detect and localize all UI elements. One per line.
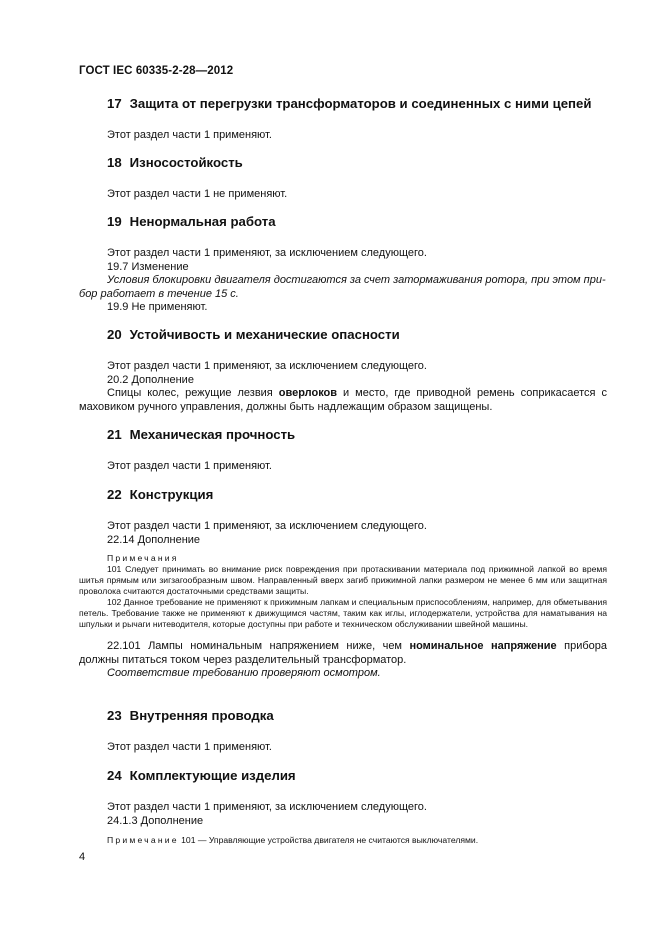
clause-19-7-text: Условия блокировки двигателя достигаются за счет затормаживания ротора, при этом при-: [107, 274, 606, 287]
text-run: и место, где приводной ремень соприкасается с маховиком ручного управления, должны быть надлежащим образом защищены.: [79, 387, 607, 413]
clause-20-2-text: [79, 387, 607, 414]
section-19-title: [107, 214, 607, 229]
section-number: 17: [107, 96, 122, 111]
section-24: [79, 768, 607, 848]
section-20-intro: Этот раздел части 1 применяют, за исключением следующего.: [107, 360, 427, 372]
section-21: [79, 427, 607, 474]
section-title-text: Защита от перегрузки трансформаторов и соединенных с ними цепей: [129, 96, 592, 111]
section-title-text: Комплектующие изделия: [129, 768, 296, 783]
section-number: 23: [107, 708, 122, 723]
section-24-intro: Этот раздел части 1 применяют, за исключением следующего.: [107, 801, 427, 813]
section-22: [79, 487, 607, 681]
section-title-text: Конструкция: [129, 487, 214, 502]
section-title-text: Износостойкость: [129, 155, 243, 170]
note-24-101: [79, 834, 607, 848]
note-text: 101 — Управляющие устройства двигателя не считаются выключателями.: [178, 835, 479, 846]
clause-19-9: 19.9 Не применяют.: [107, 301, 208, 314]
section-number: 24: [107, 768, 122, 783]
section-22-title: [107, 487, 607, 502]
clause-24-1-3: 24.1.3 Дополнение: [107, 814, 204, 827]
section-title-text: Ненормальная работа: [129, 214, 276, 229]
section-21-title: [107, 427, 607, 442]
compliance-statement: Соответствие требованию проверяют осмотром.: [107, 667, 381, 680]
section-19: [79, 214, 607, 315]
defined-term: оверлоков: [278, 387, 338, 400]
section-number: 19: [107, 214, 122, 229]
section-20-title: [107, 327, 607, 342]
section-18: [79, 155, 607, 202]
section-number: 21: [107, 427, 122, 442]
section-24-title: [107, 768, 607, 783]
clause-19-7: 19.7 Изменение: [107, 260, 189, 273]
clause-22-14: 22.14 Дополнение: [107, 533, 201, 546]
clause-22-101: [79, 640, 607, 667]
text-run: 22.101 Лампы номинальным напряжением ниже, чем: [107, 640, 410, 653]
section-title-text: Устойчивость и механические опасности: [129, 327, 400, 342]
defined-term: номинальное напряжение: [409, 640, 557, 653]
section-17-text: Этот раздел части 1 применяют.: [107, 129, 272, 141]
section-23: [79, 708, 607, 755]
section-title-text: Внутренняя проводка: [129, 708, 274, 723]
note-label: Примечание: [107, 835, 179, 846]
section-number: 18: [107, 155, 122, 170]
section-20: [79, 327, 607, 414]
section-23-title: [107, 708, 607, 723]
section-18-text: Этот раздел части 1 не применяют.: [107, 188, 288, 200]
document-header: ГОСТ IEC 60335-2-28—2012: [79, 65, 234, 77]
section-17: [79, 96, 607, 143]
note-101: 101 Следует принимать во внимание риск повреждения при протаскивании материала под прижимной лапкой во время шитья прямым или зигзагообразным швом. Направленный вверх загиб прижимной лапки размером не менее 6 мм или защитная проволока считаются достаточными средствами защиты.: [79, 564, 607, 597]
section-number: 20: [107, 327, 122, 342]
clause-19-7-text-cont: бор работает в течение 15 с.: [79, 287, 239, 300]
note-102: 102 Данное требование не применяют к прижимным лапкам и специальным приспособлениям, например, для обметывания петель. Требование также не применяют к движущимся частям, таким как иглы, иглодержатели, устройства для наматывания на шпульки и рычаги нитеводителя, которые доступны при работе и техническом обслуживании швейной машины.: [79, 597, 607, 630]
page-number: 4: [79, 851, 86, 863]
section-23-text: Этот раздел части 1 применяют.: [107, 741, 272, 753]
section-21-text: Этот раздел части 1 применяют.: [107, 460, 272, 472]
section-title-text: Механическая прочность: [129, 427, 296, 442]
section-18-title: [107, 155, 607, 170]
section-number: 22: [107, 487, 122, 502]
section-19-intro: Этот раздел части 1 применяют, за исключением следующего.: [107, 247, 427, 259]
notes-label: Примечания: [107, 553, 179, 564]
text-run: прибора должны питаться током через разделительный трансформатор.: [79, 640, 607, 666]
section-22-intro: Этот раздел части 1 применяют, за исключением следующего.: [107, 520, 427, 532]
text-run: Спицы колес, режущие лезвия: [107, 387, 279, 400]
notes-block: [79, 553, 607, 630]
clause-20-2: 20.2 Дополнение: [107, 373, 194, 386]
section-17-title: [107, 96, 607, 111]
